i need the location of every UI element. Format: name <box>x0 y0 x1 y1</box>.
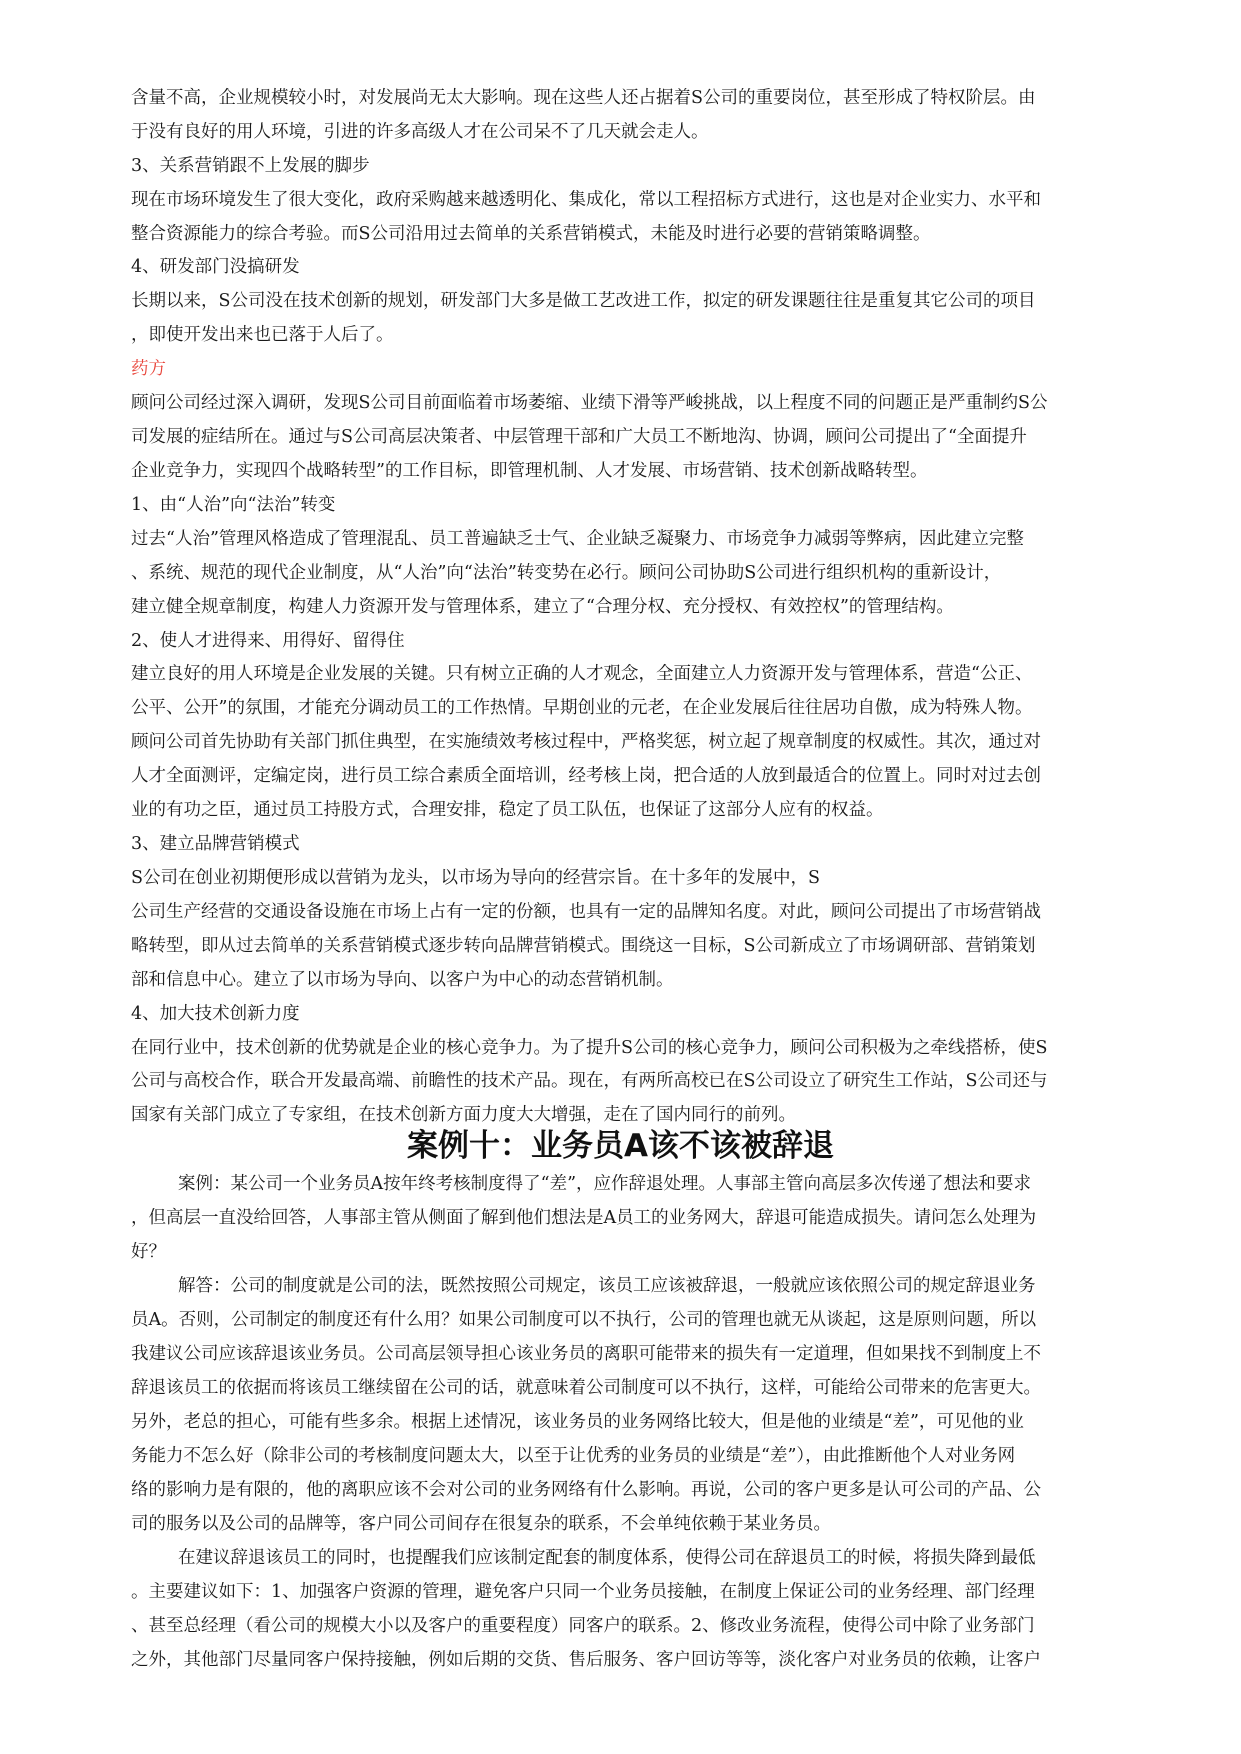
section-heading: 3、建立品牌营销模式 <box>131 834 300 854</box>
section-heading: 2、使人才进得来、用得好、留得住 <box>131 631 405 651</box>
paragraph-line: 长期以来，S公司没在技术创新的规划，研发部门大多是做工艺改进工作，拟定的研发课题往往是重复其它公司的项目 <box>131 291 1036 311</box>
paragraph-line: 公司生产经营的交通设备设施在市场上占有一定的份额，也具有一定的品牌知名度。对此，顾问公司提出了市场营销战 <box>131 902 1041 922</box>
case-paragraph-line: 在建议辞退该员工的同时，也提醒我们应该制定配套的制度体系，使得公司在辞退员工的时候，将损失降到最低 <box>178 1548 1036 1568</box>
paragraph-line: 人才全面测评，定编定岗，进行员工综合素质全面培训，经考核上岗，把合适的人放到最适合的位置上。同时对过去创 <box>131 766 1041 786</box>
case-paragraph-line: 辞退该员工的依据而将该员工继续留在公司的话，就意味着公司制度可以不执行，这样，可能给公司带来的危害更大。 <box>131 1378 1041 1398</box>
section-heading: 3、关系营销跟不上发展的脚步 <box>131 156 370 176</box>
paragraph-line: 整合资源能力的综合考验。而S公司沿用过去简单的关系营销模式，未能及时进行必要的营销策略调整。 <box>131 224 931 244</box>
paragraph-line: 司发展的症结所在。通过与S公司高层决策者、中层管理干部和广大员工不断地沟、协调，顾问公司提出了“全面提升 <box>131 427 1027 447</box>
paragraph-line: 顾问公司经过深入调研，发现S公司目前面临着市场萎缩、业绩下滑等严峻挑战，以上程度不同的问题正是严重制约S公 <box>131 393 1048 413</box>
paragraph-line: ，即使开发出来也已落于人后了。 <box>131 325 394 345</box>
case-paragraph-line: 之外，其他部门尽量同客户保持接触，例如后期的交货、售后服务、客户回访等等，淡化客户对业务员的依赖，让客户 <box>131 1650 1041 1670</box>
paragraph-line: 现在市场环境发生了很大变化，政府采购越来越透明化、集成化，常以工程招标方式进行，这也是对企业实力、水平和 <box>131 190 1041 210</box>
case-paragraph-line: ，但高层一直没给回答，人事部主管从侧面了解到他们想法是A员工的业务网大，辞退可能造成损失。请问怎么处理为 <box>131 1208 1037 1228</box>
section-heading: 4、加大技术创新力度 <box>131 1004 300 1024</box>
paragraph-line: 顾问公司首先协助有关部门抓住典型，在实施绩效考核过程中，严格奖惩，树立起了规章制度的权威性。其次，通过对 <box>131 732 1041 752</box>
case-paragraph-line: 司的服务以及公司的品牌等，客户同公司间存在很复杂的联系，不会单纯依赖于某业务员。 <box>131 1514 831 1534</box>
paragraph-line: 公平、公开”的氛围，才能充分调动员工的工作热情。早期创业的元老，在企业发展后往往居功自傲，成为特殊人物。 <box>131 698 1033 718</box>
paragraph-line: 建立良好的用人环境是企业发展的关键。只有树立正确的人才观念，全面建立人力资源开发与管理体系，营造“公正、 <box>131 664 1033 684</box>
paragraph-line: 、系统、规范的现代企业制度，从“人治”向“法治”转变势在必行。顾问公司协助S公司进行组织机构的重新设计， <box>131 563 1002 583</box>
prescription-heading: 药方 <box>131 359 166 379</box>
case-paragraph-line: 务能力不怎么好（除非公司的考核制度问题太大，以至于让优秀的业务员的业绩是“差”），由此推断他个人对业务网 <box>131 1446 1016 1466</box>
paragraph-line: 建立健全规章制度，构建人力资源开发与管理体系，建立了“合理分权、充分授权、有效控权”的管理结构。 <box>131 597 954 617</box>
case-paragraph-line: 解答：公司的制度就是公司的法，既然按照公司规定，该员工应该被辞退，一般就应该依照公司的规定辞退业务 <box>178 1276 1036 1296</box>
paragraph-line: 过去“人治”管理风格造成了管理混乱、员工普遍缺乏士气、企业缺乏凝聚力、市场竞争力减弱等弊病，因此建立完整 <box>131 529 1024 549</box>
paragraph-line: 于没有良好的用人环境，引进的许多高级人才在公司呆不了几天就会走人。 <box>131 122 709 142</box>
case-paragraph-line: 另外，老总的担心，可能有些多余。根据上述情况，该业务员的业务网络比较大，但是他的业绩是“差”，可见他的业 <box>131 1412 1024 1432</box>
section-heading: 4、研发部门没搞研发 <box>131 257 300 277</box>
case-title: 案例十：业务员A该不该被辞退 <box>407 1128 834 1164</box>
paragraph-line: S公司在创业初期便形成以营销为龙头，以市场为导向的经营宗旨。在十多年的发展中，S <box>131 868 820 888</box>
paragraph-line: 国家有关部门成立了专家组，在技术创新方面力度大大增强，走在了国内同行的前列。 <box>131 1105 796 1125</box>
paragraph-line: 在同行业中，技术创新的优势就是企业的核心竞争力。为了提升S公司的核心竞争力，顾问公司积极为之牵线搭桥，使S <box>131 1038 1048 1058</box>
paragraph-line: 公司与高校合作，联合开发最高端、前瞻性的技术产品。现在，有两所高校已在S公司设立了研究生工作站，S公司还与 <box>131 1071 1048 1091</box>
case-paragraph-line: 络的影响力是有限的，他的离职应该不会对公司的业务网络有什么影响。再说，公司的客户更多是认可公司的产品、公 <box>131 1480 1041 1500</box>
case-paragraph-line: 。主要建议如下：1、加强客户资源的管理，避免客户只同一个业务员接触，在制度上保证公司的业务经理、部门经理 <box>131 1582 1035 1602</box>
case-paragraph-line: 好？ <box>131 1242 166 1262</box>
case-paragraph-line: 员A。否则，公司制定的制度还有什么用？如果公司制度可以不执行，公司的管理也就无从谈起，这是原则问题，所以 <box>131 1310 1037 1330</box>
paragraph-line: 略转型，即从过去简单的关系营销模式逐步转向品牌营销模式。围绕这一目标，S公司新成立了市场调研部、营销策划 <box>131 936 1036 956</box>
paragraph-line: 业的有功之臣，通过员工持股方式，合理安排，稳定了员工队伍，也保证了这部分人应有的权益。 <box>131 800 884 820</box>
paragraph-line: 企业竞争力，实现四个战略转型”的工作目标，即管理机制、人才发展、市场营销、技术创新战略转型。 <box>131 461 928 481</box>
case-paragraph-line: 、甚至总经理（看公司的规模大小以及客户的重要程度）同客户的联系。2、修改业务流程，使得公司中除了业务部门 <box>131 1616 1035 1636</box>
case-paragraph-line: 案例：某公司一个业务员A按年终考核制度得了“差”，应作辞退处理。人事部主管向高层多次传递了想法和要求 <box>178 1174 1032 1194</box>
paragraph-line: 部和信息中心。建立了以市场为导向、以客户为中心的动态营销机制。 <box>131 970 674 990</box>
section-heading: 1、由“人治”向“法治”转变 <box>131 495 336 515</box>
case-paragraph-line: 我建议公司应该辞退该业务员。公司高层领导担心该业务员的离职可能带来的损失有一定道理，但如果找不到制度上不 <box>131 1344 1041 1364</box>
paragraph-line: 含量不高，企业规模较小时，对发展尚无太大影响。现在这些人还占据着S公司的重要岗位，甚至形成了特权阶层。由 <box>131 88 1036 108</box>
